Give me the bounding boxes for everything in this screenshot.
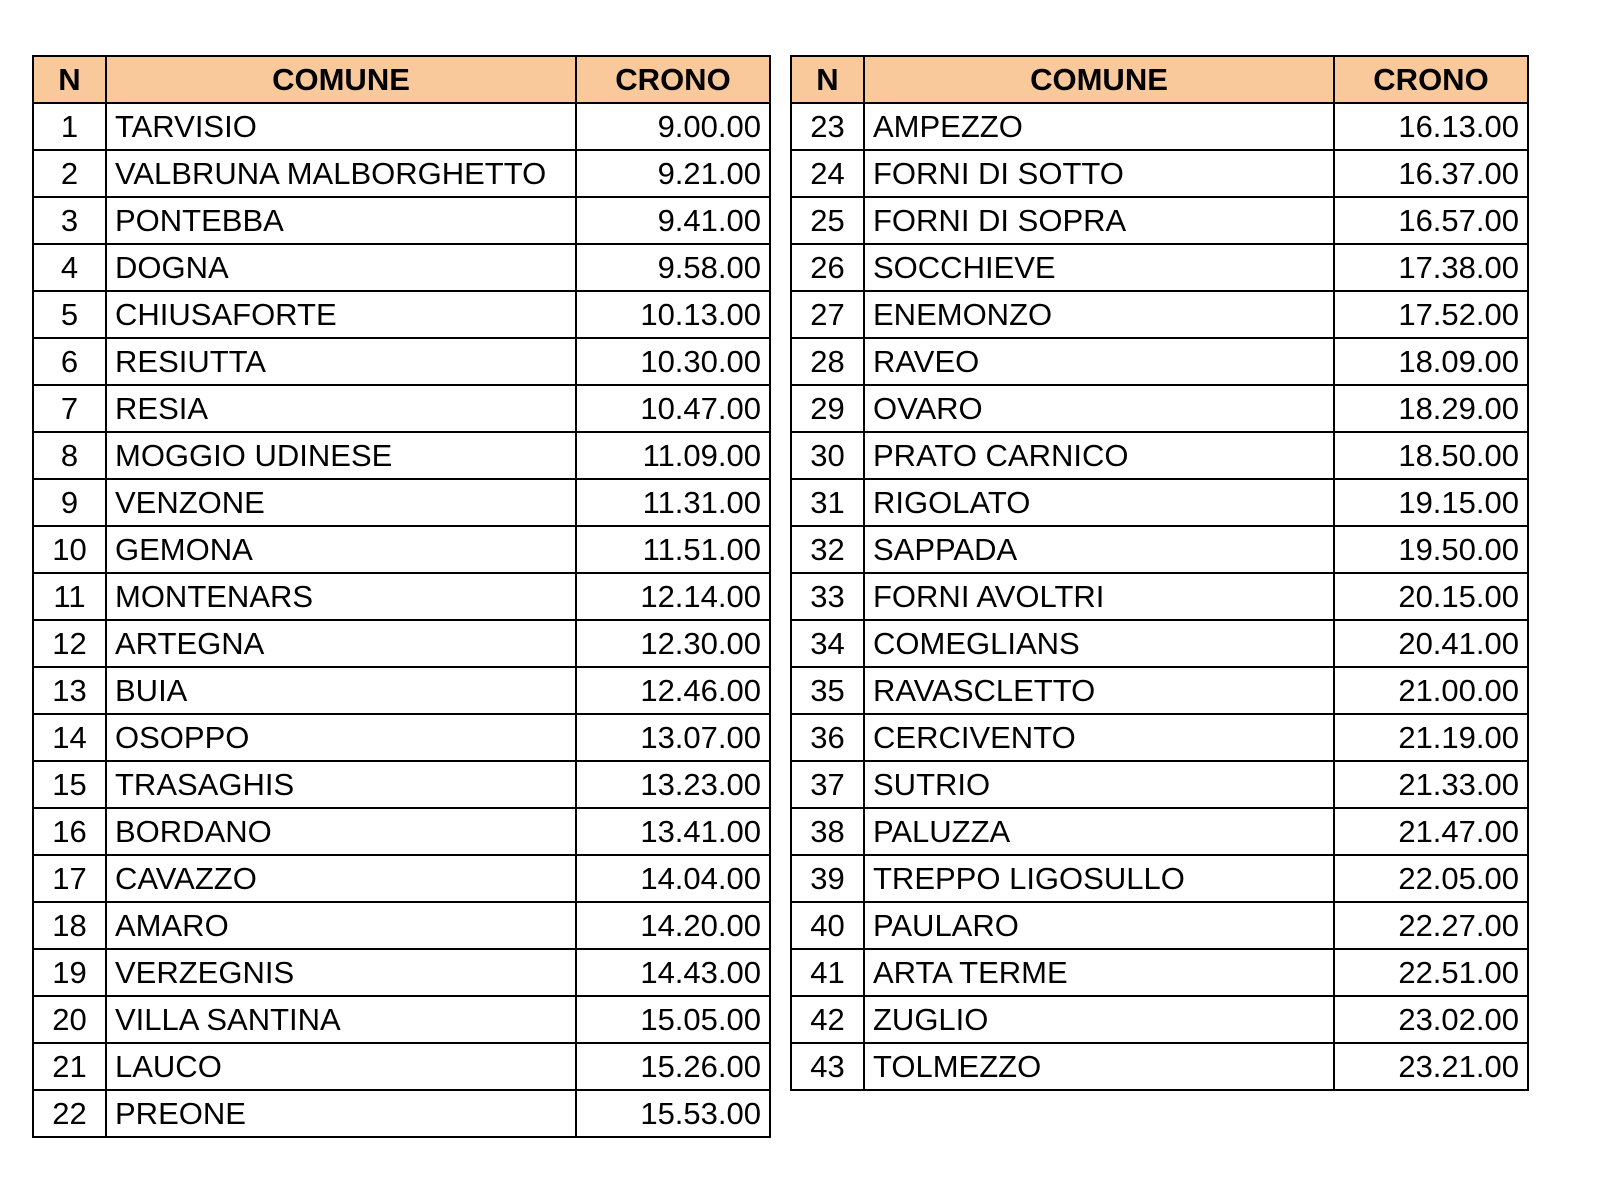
row-number: 42 bbox=[791, 996, 864, 1043]
table-row bbox=[791, 479, 1528, 526]
row-crono: 21.19.00 bbox=[1334, 714, 1528, 761]
row-comune: FORNI AVOLTRI bbox=[864, 573, 1334, 620]
row-comune: ARTEGNA bbox=[106, 620, 576, 667]
row-crono: 16.37.00 bbox=[1334, 150, 1528, 197]
row-crono: 9.41.00 bbox=[576, 197, 770, 244]
row-comune: RESIA bbox=[106, 385, 576, 432]
row-crono: 22.51.00 bbox=[1334, 949, 1528, 996]
table-row bbox=[33, 949, 770, 996]
row-crono: 13.23.00 bbox=[576, 761, 770, 808]
row-crono: 21.47.00 bbox=[1334, 808, 1528, 855]
row-number: 39 bbox=[791, 855, 864, 902]
row-comune: COMEGLIANS bbox=[864, 620, 1334, 667]
table-row bbox=[33, 902, 770, 949]
row-crono: 18.50.00 bbox=[1334, 432, 1528, 479]
row-comune: TREPPO LIGOSULLO bbox=[864, 855, 1334, 902]
header-row bbox=[791, 56, 1528, 103]
row-number: 41 bbox=[791, 949, 864, 996]
row-number: 40 bbox=[791, 902, 864, 949]
row-crono: 14.20.00 bbox=[576, 902, 770, 949]
row-number: 28 bbox=[791, 338, 864, 385]
row-crono: 16.57.00 bbox=[1334, 197, 1528, 244]
row-comune: OSOPPO bbox=[106, 714, 576, 761]
row-number: 4 bbox=[33, 244, 106, 291]
table-row bbox=[791, 902, 1528, 949]
row-comune: AMARO bbox=[106, 902, 576, 949]
header-n: N bbox=[791, 56, 864, 103]
table-row bbox=[33, 855, 770, 902]
table-row bbox=[33, 808, 770, 855]
row-crono: 12.46.00 bbox=[576, 667, 770, 714]
row-crono: 10.30.00 bbox=[576, 338, 770, 385]
table-row bbox=[791, 1043, 1528, 1090]
row-crono: 11.31.00 bbox=[576, 479, 770, 526]
table-row bbox=[33, 1090, 770, 1137]
row-crono: 13.41.00 bbox=[576, 808, 770, 855]
table-row bbox=[33, 244, 770, 291]
row-number: 33 bbox=[791, 573, 864, 620]
row-crono: 22.05.00 bbox=[1334, 855, 1528, 902]
row-comune: RAVASCLETTO bbox=[864, 667, 1334, 714]
row-crono: 18.09.00 bbox=[1334, 338, 1528, 385]
row-number: 18 bbox=[33, 902, 106, 949]
table-row bbox=[33, 1043, 770, 1090]
row-comune: TRASAGHIS bbox=[106, 761, 576, 808]
table-row bbox=[791, 338, 1528, 385]
header-crono: CRONO bbox=[1334, 56, 1528, 103]
table-body-left bbox=[33, 103, 770, 1137]
row-comune: OVARO bbox=[864, 385, 1334, 432]
row-number: 21 bbox=[33, 1043, 106, 1090]
row-number: 22 bbox=[33, 1090, 106, 1137]
row-crono: 10.13.00 bbox=[576, 291, 770, 338]
row-comune: AMPEZZO bbox=[864, 103, 1334, 150]
table-row bbox=[33, 432, 770, 479]
row-number: 8 bbox=[33, 432, 106, 479]
row-number: 20 bbox=[33, 996, 106, 1043]
row-crono: 22.27.00 bbox=[1334, 902, 1528, 949]
table-row bbox=[791, 103, 1528, 150]
row-crono: 10.47.00 bbox=[576, 385, 770, 432]
row-number: 19 bbox=[33, 949, 106, 996]
row-crono: 9.58.00 bbox=[576, 244, 770, 291]
table-row bbox=[791, 761, 1528, 808]
row-crono: 17.38.00 bbox=[1334, 244, 1528, 291]
row-comune: RAVEO bbox=[864, 338, 1334, 385]
row-number: 38 bbox=[791, 808, 864, 855]
row-comune: ARTA TERME bbox=[864, 949, 1334, 996]
row-crono: 19.50.00 bbox=[1334, 526, 1528, 573]
row-number: 23 bbox=[791, 103, 864, 150]
table-row bbox=[33, 996, 770, 1043]
row-number: 5 bbox=[33, 291, 106, 338]
row-crono: 14.43.00 bbox=[576, 949, 770, 996]
row-comune: LAUCO bbox=[106, 1043, 576, 1090]
header-crono: CRONO bbox=[576, 56, 770, 103]
row-comune: BORDANO bbox=[106, 808, 576, 855]
row-number: 30 bbox=[791, 432, 864, 479]
table-row bbox=[791, 385, 1528, 432]
row-crono: 20.15.00 bbox=[1334, 573, 1528, 620]
row-comune: MONTENARS bbox=[106, 573, 576, 620]
row-comune: VALBRUNA MALBORGHETTO bbox=[106, 150, 576, 197]
row-comune: SAPPADA bbox=[864, 526, 1334, 573]
row-number: 25 bbox=[791, 197, 864, 244]
row-number: 14 bbox=[33, 714, 106, 761]
table-row bbox=[33, 667, 770, 714]
table-row bbox=[33, 291, 770, 338]
row-number: 27 bbox=[791, 291, 864, 338]
row-comune: RESIUTTA bbox=[106, 338, 576, 385]
row-number: 16 bbox=[33, 808, 106, 855]
row-crono: 12.14.00 bbox=[576, 573, 770, 620]
header-row bbox=[33, 56, 770, 103]
row-number: 34 bbox=[791, 620, 864, 667]
row-number: 2 bbox=[33, 150, 106, 197]
table-row bbox=[791, 667, 1528, 714]
row-number: 32 bbox=[791, 526, 864, 573]
table-row bbox=[791, 573, 1528, 620]
table-row bbox=[33, 197, 770, 244]
table-row bbox=[791, 432, 1528, 479]
header-n: N bbox=[33, 56, 106, 103]
table-row bbox=[33, 338, 770, 385]
row-number: 43 bbox=[791, 1043, 864, 1090]
table-row bbox=[791, 620, 1528, 667]
row-comune: PREONE bbox=[106, 1090, 576, 1137]
row-comune: ZUGLIO bbox=[864, 996, 1334, 1043]
row-comune: VILLA SANTINA bbox=[106, 996, 576, 1043]
row-comune: TARVISIO bbox=[106, 103, 576, 150]
row-comune: GEMONA bbox=[106, 526, 576, 573]
row-comune: FORNI DI SOPRA bbox=[864, 197, 1334, 244]
row-comune: CHIUSAFORTE bbox=[106, 291, 576, 338]
row-crono: 16.13.00 bbox=[1334, 103, 1528, 150]
row-number: 26 bbox=[791, 244, 864, 291]
row-comune: DOGNA bbox=[106, 244, 576, 291]
table-row bbox=[33, 714, 770, 761]
row-crono: 21.33.00 bbox=[1334, 761, 1528, 808]
row-number: 24 bbox=[791, 150, 864, 197]
table-row bbox=[33, 150, 770, 197]
row-crono: 11.09.00 bbox=[576, 432, 770, 479]
row-crono: 9.21.00 bbox=[576, 150, 770, 197]
row-comune: CAVAZZO bbox=[106, 855, 576, 902]
row-crono: 17.52.00 bbox=[1334, 291, 1528, 338]
row-number: 17 bbox=[33, 855, 106, 902]
row-crono: 14.04.00 bbox=[576, 855, 770, 902]
row-comune: SOCCHIEVE bbox=[864, 244, 1334, 291]
row-crono: 15.05.00 bbox=[576, 996, 770, 1043]
row-number: 9 bbox=[33, 479, 106, 526]
table-row bbox=[33, 479, 770, 526]
table-row bbox=[33, 573, 770, 620]
row-crono: 13.07.00 bbox=[576, 714, 770, 761]
row-crono: 21.00.00 bbox=[1334, 667, 1528, 714]
header-comune: COMUNE bbox=[106, 56, 576, 103]
row-crono: 19.15.00 bbox=[1334, 479, 1528, 526]
row-number: 36 bbox=[791, 714, 864, 761]
table-row bbox=[791, 150, 1528, 197]
row-comune: PONTEBBA bbox=[106, 197, 576, 244]
row-comune: ENEMONZO bbox=[864, 291, 1334, 338]
row-number: 35 bbox=[791, 667, 864, 714]
row-comune: SUTRIO bbox=[864, 761, 1334, 808]
row-number: 6 bbox=[33, 338, 106, 385]
row-comune: MOGGIO UDINESE bbox=[106, 432, 576, 479]
schedule-table-left bbox=[32, 55, 771, 1138]
table-row bbox=[791, 714, 1528, 761]
row-crono: 23.21.00 bbox=[1334, 1043, 1528, 1090]
header-comune: COMUNE bbox=[864, 56, 1334, 103]
table-row bbox=[791, 949, 1528, 996]
table-row bbox=[33, 103, 770, 150]
row-comune: VENZONE bbox=[106, 479, 576, 526]
row-crono: 12.30.00 bbox=[576, 620, 770, 667]
row-number: 29 bbox=[791, 385, 864, 432]
row-number: 13 bbox=[33, 667, 106, 714]
table-row bbox=[33, 526, 770, 573]
table-row bbox=[791, 855, 1528, 902]
schedule-table-right bbox=[790, 55, 1529, 1091]
row-comune: VERZEGNIS bbox=[106, 949, 576, 996]
table-row bbox=[791, 808, 1528, 855]
row-number: 1 bbox=[33, 103, 106, 150]
table-row bbox=[33, 761, 770, 808]
table-row bbox=[791, 291, 1528, 338]
row-number: 12 bbox=[33, 620, 106, 667]
row-comune: FORNI DI SOTTO bbox=[864, 150, 1334, 197]
row-number: 31 bbox=[791, 479, 864, 526]
row-crono: 15.53.00 bbox=[576, 1090, 770, 1137]
table-body-right bbox=[791, 103, 1528, 1090]
row-comune: CERCIVENTO bbox=[864, 714, 1334, 761]
row-comune: PALUZZA bbox=[864, 808, 1334, 855]
row-crono: 23.02.00 bbox=[1334, 996, 1528, 1043]
row-comune: BUIA bbox=[106, 667, 576, 714]
row-crono: 15.26.00 bbox=[576, 1043, 770, 1090]
table-row bbox=[791, 996, 1528, 1043]
row-crono: 20.41.00 bbox=[1334, 620, 1528, 667]
table-row bbox=[33, 385, 770, 432]
row-comune: PAULARO bbox=[864, 902, 1334, 949]
table-row bbox=[791, 526, 1528, 573]
table-row bbox=[791, 244, 1528, 291]
row-comune: PRATO CARNICO bbox=[864, 432, 1334, 479]
row-number: 10 bbox=[33, 526, 106, 573]
row-number: 3 bbox=[33, 197, 106, 244]
row-crono: 18.29.00 bbox=[1334, 385, 1528, 432]
row-comune: TOLMEZZO bbox=[864, 1043, 1334, 1090]
row-number: 37 bbox=[791, 761, 864, 808]
row-number: 11 bbox=[33, 573, 106, 620]
table-row bbox=[33, 620, 770, 667]
row-comune: RIGOLATO bbox=[864, 479, 1334, 526]
table-row bbox=[791, 197, 1528, 244]
row-number: 15 bbox=[33, 761, 106, 808]
row-crono: 9.00.00 bbox=[576, 103, 770, 150]
row-number: 7 bbox=[33, 385, 106, 432]
row-crono: 11.51.00 bbox=[576, 526, 770, 573]
